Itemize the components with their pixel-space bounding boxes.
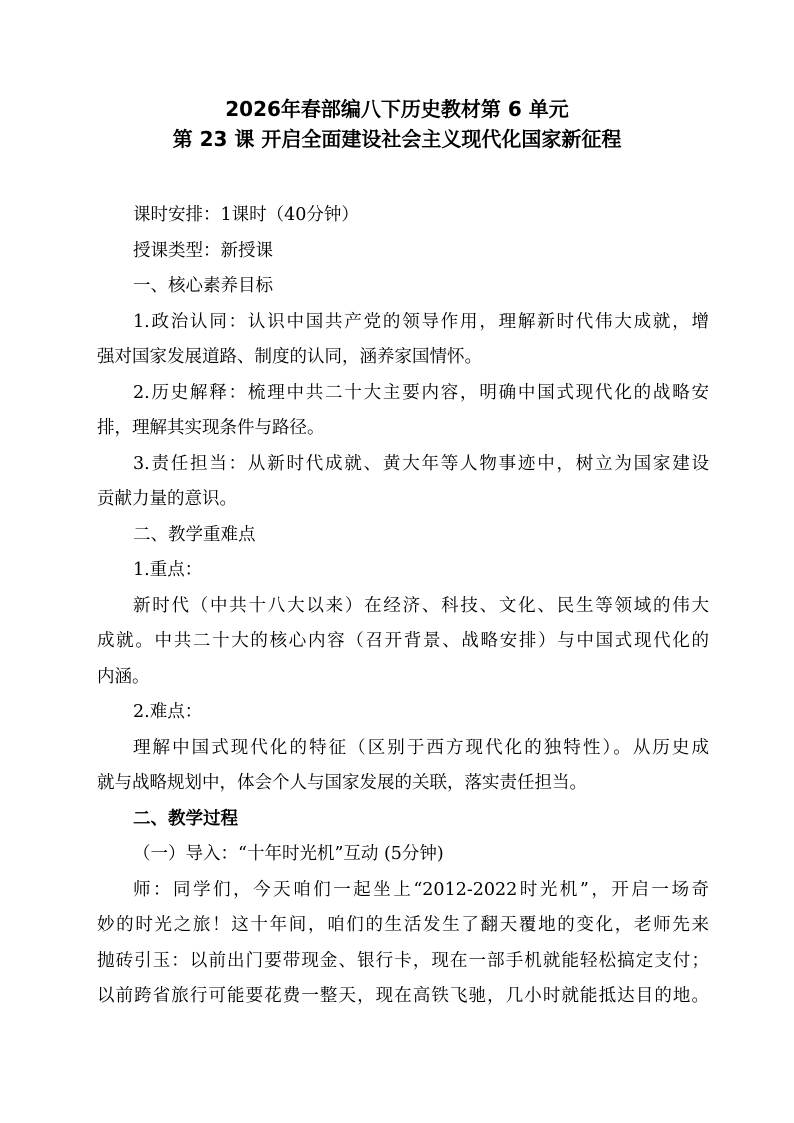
text-line: 课时安排：1课时（40分钟）	[133, 205, 359, 225]
subsection-heading: （一）导入：“十年时光机”互动 (5分钟)	[133, 844, 444, 864]
text-line: 2.历史解释：梳理中共二十大主要内容，明确中国式现代化的战略安	[133, 382, 709, 403]
text-line: 1.政治认同：认识中国共产党的领导作用，理解新时代伟大成就，增	[133, 311, 709, 332]
document-title-line2: 第 23 课 开启全面建设社会主义现代化国家新征程	[172, 127, 622, 151]
text-line: 就与战略规划中，体会个人与国家发展的关联，落实责任担当。	[97, 773, 587, 793]
text-line: 排，理解其实现条件与路径。	[97, 418, 325, 438]
text-line: 抛砖引玉：以前出门要带现金、银行卡，现在一部手机就能轻松搞定支付；	[97, 950, 709, 971]
subsection-heading: 2.难点：	[133, 702, 203, 722]
section-heading-bold: 二、教学过程	[133, 808, 238, 829]
text-line: 强对国家发展道路、制度的认同，涵养家国情怀。	[97, 347, 482, 367]
text-line: 成就。中共二十大的核心内容（召开背景、战略安排）与中国式现代化的	[97, 631, 709, 651]
section-heading: 二、教学重难点	[133, 524, 256, 545]
text-line: 内涵。	[97, 666, 150, 687]
text-line: 妙的时光之旅！这十年间，咱们的生活发生了翻天覆地的变化，老师先来	[97, 915, 709, 935]
text-line: 以前跨省旅行可能要花费一整天，现在高铁飞驰，几小时就能抵达目的地。	[97, 986, 709, 1006]
text-line: 贡献力量的意识。	[97, 489, 237, 509]
document-body	[97, 198, 709, 1015]
subsection-heading: 1.重点：	[133, 560, 203, 580]
text-line: 理解中国式现代化的特征（区别于西方现代化的独特性）。从历史成	[133, 737, 709, 758]
text-line: 授课类型：新授课	[133, 240, 273, 261]
text-line: 新时代（中共十八大以来）在经济、科技、文化、民生等领域的伟大	[133, 595, 709, 616]
text-line: 师：同学们，今天咱们一起坐上“2012-2022时光机”，开启一场奇	[133, 879, 709, 900]
text-line: 3.责任担当：从新时代成就、黄大年等人物事迹中，树立为国家建设	[133, 453, 709, 474]
document-title-line1: 2026年春部编八下历史教材第 6 单元	[225, 97, 569, 121]
section-heading: 一、核心素养目标	[133, 276, 273, 296]
